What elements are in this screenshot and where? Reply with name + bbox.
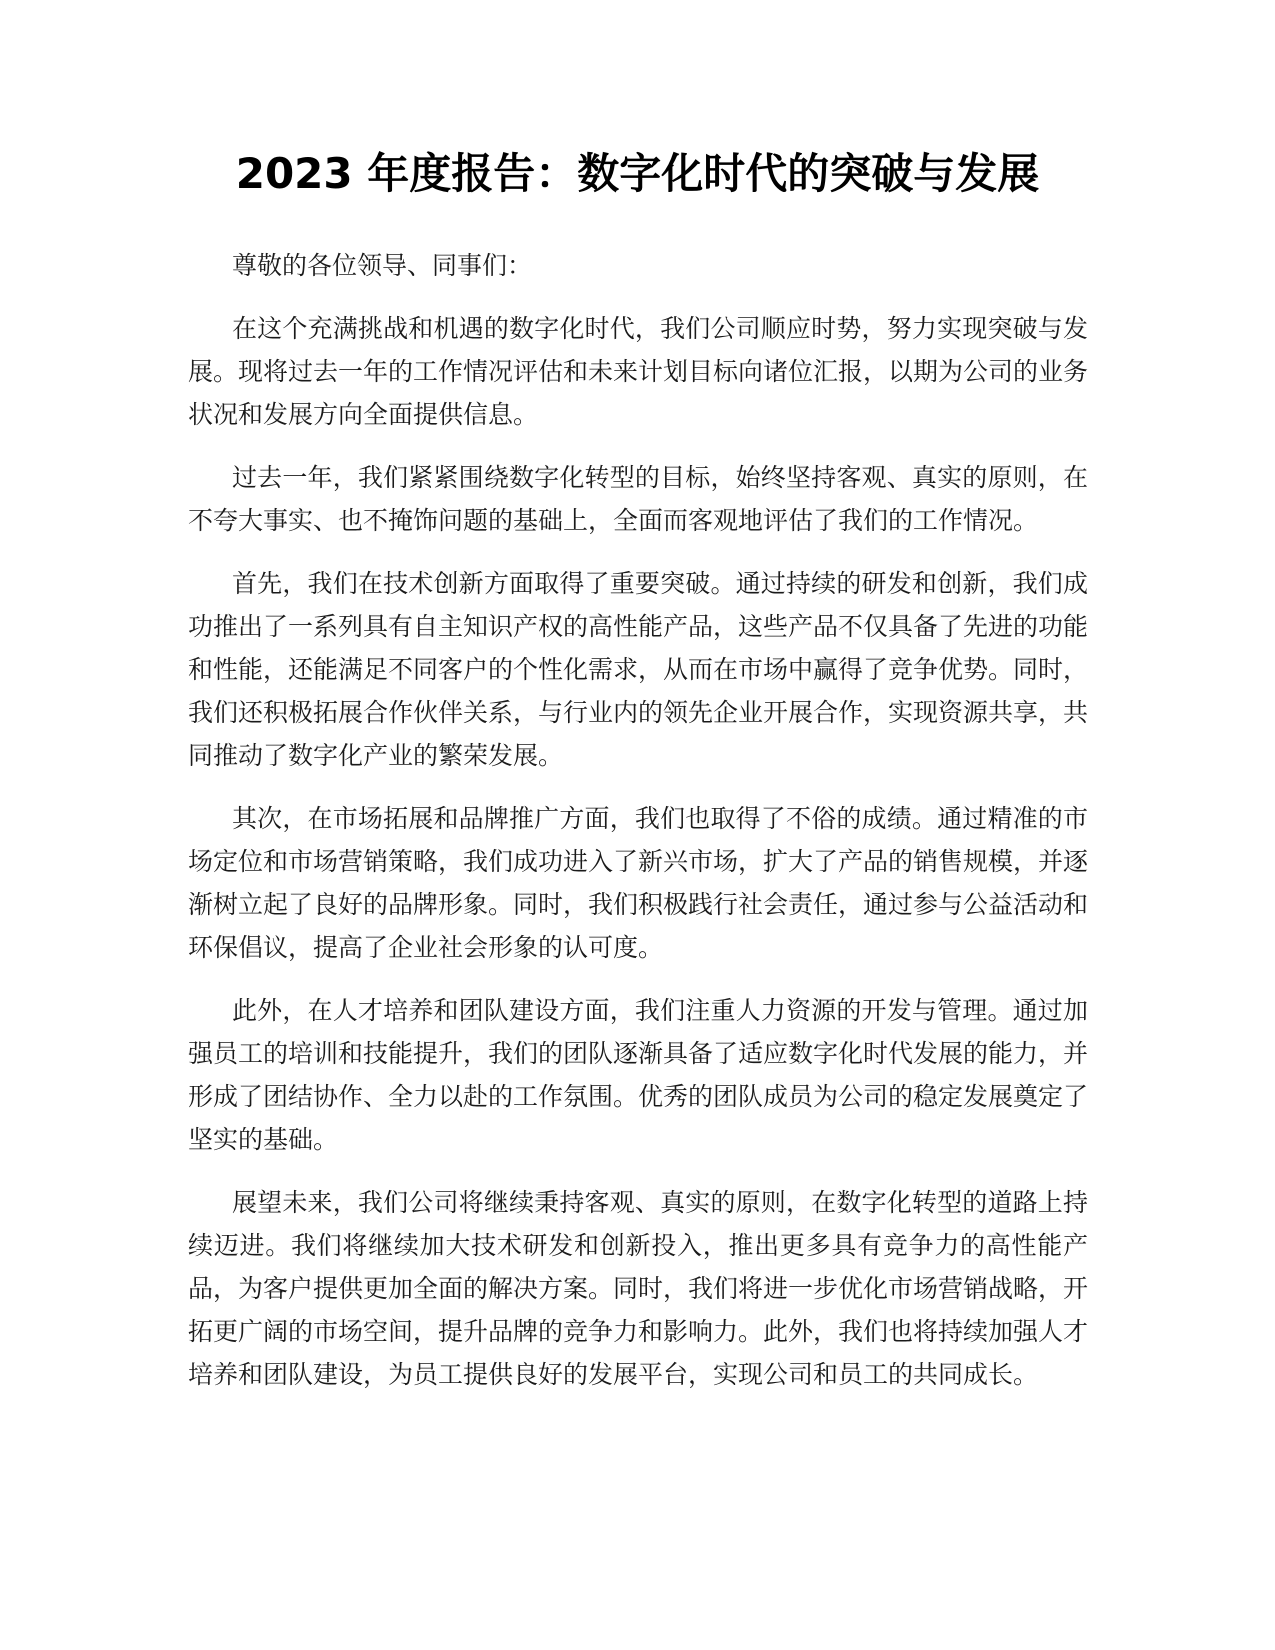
paragraph-salutation: 尊敬的各位领导、同事们：: [232, 251, 533, 280]
paragraph-review-overview: 过去一年，我们紧紧围绕数字化转型的目标，始终坚持客观、真实的原则，在不夸大事实、也不掩饰问题的基础上，全面而客观地评估了我们的工作情况。: [188, 463, 1088, 535]
paragraph-market: 其次，在市场拓展和品牌推广方面，我们也取得了不俗的成绩。通过精准的市场定位和市场营销策略，我们成功进入了新兴市场，扩大了产品的销售规模，并逐渐树立起了良好的品牌形象。同时，我们积极践行社会责任，通过参与公益活动和环保倡议，提高了企业社会形象的认可度。: [188, 804, 1089, 962]
paragraph-talent: 此外，在人才培养和团队建设方面，我们注重人力资源的开发与管理。通过加强员工的培训和技能提升，我们的团队逐渐具备了适应数字化时代发展的能力，并形成了团结协作、全力以赴的工作氛围。优秀的团队成员为公司的稳定发展奠定了坚实的基础。: [188, 996, 1089, 1154]
document-body: [188, 244, 1088, 1416]
paragraph-technology: 首先，我们在技术创新方面取得了重要突破。通过持续的研发和创新，我们成功推出了一系列具有自主知识产权的高性能产品，这些产品不仅具备了先进的功能和性能，还能满足不同客户的个性化需求，从而在市场中赢得了竞争优势。同时，我们还积极拓展合作伙伴关系，与行业内的领先企业开展合作，实现资源共享，共同推动了数字化产业的繁荣发展。: [188, 569, 1089, 770]
paragraph-introduction: 在这个充满挑战和机遇的数字化时代，我们公司顺应时势，努力实现突破与发展。现将过去一年的工作情况评估和未来计划目标向诸位汇报，以期为公司的业务状况和发展方向全面提供信息。: [188, 314, 1089, 429]
document-title: 2023 年度报告：数字化时代的突破与发展: [235, 149, 1040, 198]
paragraph-outlook: 展望未来，我们公司将继续秉持客观、真实的原则，在数字化转型的道路上持续迈进。我们将继续加大技术研发和创新投入，推出更多具有竞争力的高性能产品，为客户提供更加全面的解决方案。同时，我们将进一步优化市场营销战略，开拓更广阔的市场空间，提升品牌的竞争力和影响力。此外，我们也将持续加强人才培养和团队建设，为员工提供良好的发展平台，实现公司和员工的共同成长。: [188, 1188, 1089, 1389]
